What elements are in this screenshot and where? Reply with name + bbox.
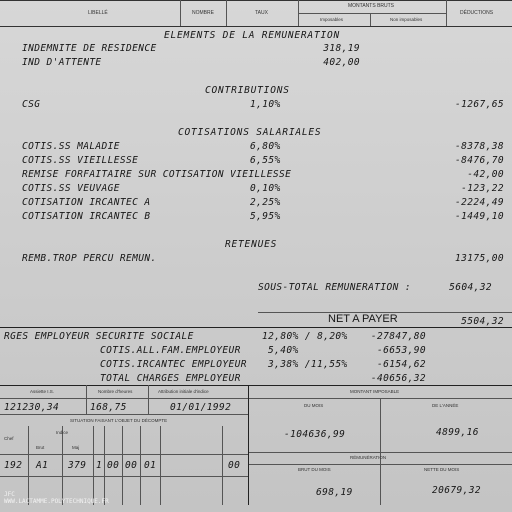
footer-divider [28,426,29,505]
employer-rate: 12,80% / 8,20% [262,331,348,342]
brut-col-label: Brut [36,445,45,450]
header-deductions: DÉDUCTIONS [460,10,494,16]
element-amount: 318,19 [323,43,360,54]
heures-label: Nombre d'heures [98,389,133,394]
header-divider [446,0,447,26]
net-du-mois-label: NETTE DU MOIS [424,467,460,472]
watermark-line2: WWW.LACTAMME.POLYTECHNIQUE.FR [4,498,109,505]
indice-col-label: Indice [56,430,69,435]
employer-total-amount: -40656,32 [370,373,426,384]
element-amount: 402,00 [323,57,360,68]
assiette-label: Assiette I.S. [30,389,55,394]
contribution-label: CSG [22,99,41,110]
indice-date: 01/01/1992 [170,402,232,413]
employer-label: COTIS.IRCANTEC EMPLOYEUR [100,359,247,370]
header-divider [370,13,371,26]
net-label: NET A PAYER [328,313,398,325]
footer-divider [122,426,123,505]
header-top-rule [0,0,512,1]
contribution-rate: 1,10% [250,99,281,110]
employer-total-label: TOTAL CHARGES EMPLOYEUR [100,373,241,384]
retenue-label: REMB.TROP PERCU REMUN. [22,253,157,264]
header-nombre: NOMBRE [192,10,214,16]
situation-value: 1 [96,460,103,471]
section-elements-title: ELEMENTS DE LA REMUNERATION [164,30,341,41]
cotisation-label: COTISATION IRCANTEC B [22,211,151,222]
employer-amount: -6653,90 [377,345,426,356]
footer-rule [0,398,512,399]
header-divider [226,0,227,26]
employer-rate: 5,40% [268,345,299,356]
footer-divider [104,426,105,505]
imposable-annee-value: 4899,16 [436,427,479,438]
cotisation-deduction: -123,22 [461,183,504,194]
footer-divider [380,398,381,505]
situation-value: 00 [107,460,120,471]
situation-label: SITUATION FAISANT L'OBJET DU DÉCOMPTE [70,418,168,423]
situation-box-value: 00 [228,460,241,471]
remuneration-label: RÉMUNÉRATION [350,455,387,460]
cotisation-label: REMISE FORFAITAIRE SUR COTISATION VIEILLESSE [22,169,292,180]
header-libelle: LIBELLÉ [88,10,108,16]
element-label: IND D'ATTENTE [22,57,102,68]
echelon-label: Chef [4,436,14,441]
cotisation-label: COTIS.SS VEUVAGE [22,183,120,194]
brut-du-mois-label: BRUT DU MOIS [298,467,331,472]
retenue-deduction: 13175,00 [455,253,504,264]
footer-divider [140,426,141,505]
situation-value: 192 [4,460,23,471]
cotisation-rate: 5,95% [250,211,281,222]
cotisation-deduction: -2224,49 [455,197,504,208]
header-subrule [298,13,446,14]
situation-value: 00 [125,460,138,471]
maj-col-label: Maj [72,445,80,450]
imposable-mois-value: -104636,99 [284,429,346,440]
assiette-value: 121230,34 [4,402,60,413]
footer-divider [62,426,63,505]
footer-rule [0,414,248,415]
employer-label: RGES EMPLOYEUR SECURITE SOCIALE [4,331,194,342]
cotisation-label: COTIS.SS MALADIE [22,141,120,152]
section-contributions-title: CONTRIBUTIONS [205,85,290,96]
de-l-annee-label: DE L'ANNÉE [432,403,459,408]
watermark-line1: JFC [4,491,15,498]
footer-divider [148,385,149,414]
situation-value: 379 [68,460,87,471]
header-imposables: Imposables [320,17,344,22]
footer-top-rule [0,385,512,386]
employer-top-rule [0,327,512,328]
brut-du-mois-value: 698,19 [316,487,353,498]
heures-value: 168,75 [90,402,127,413]
footer-divider [160,426,161,505]
employer-amount: -6154,62 [377,359,426,370]
contribution-deduction: -1267,65 [455,99,504,110]
cotisation-label: COTISATION IRCANTEC A [22,197,151,208]
cotisation-rate: 0,10% [250,183,281,194]
cotisation-deduction: -8476,70 [455,155,504,166]
employer-label: COTIS.ALL.FAM.EMPLOYEUR [100,345,241,356]
net-du-mois-value: 20679,32 [432,485,481,496]
header-bottom-rule [0,26,512,27]
footer-divider [248,385,249,505]
footer-divider [93,426,94,505]
cotisation-label: COTIS.SS VIEILLESSE [22,155,139,166]
sous-total-label: SOUS-TOTAL REMUNERATION : [258,282,411,293]
section-retenues-title: RETENUES [225,239,278,250]
header-montants-bruts: MONTANTS BRUTS [348,3,395,9]
section-cotisations-title: COTISATIONS SALARIALES [178,127,322,138]
montant-imposable-label: MONTANT IMPOSABLE [350,389,400,394]
employer-rate: 3,38% /11,55% [268,359,348,370]
cotisation-deduction: -1449,10 [455,211,504,222]
footer-divider [222,426,223,505]
du-mois-label: DU MOIS [304,403,324,408]
cotisation-deduction: -8378,38 [455,141,504,152]
cotisation-rate: 6,55% [250,155,281,166]
cotisation-rate: 2,25% [250,197,281,208]
employer-amount: -27847,80 [370,331,426,342]
situation-value: A1 [36,460,49,471]
header-non-imposables: Non imposables [390,17,423,22]
footer-divider [86,385,87,414]
cotisation-deduction: -42,00 [467,169,504,180]
footer-rule [0,454,248,455]
situation-value: 01 [144,460,157,471]
net-amount: 5504,32 [461,316,504,327]
footer-rule [0,476,248,477]
cotisation-rate: 6,80% [250,141,281,152]
sous-total-amount: 5604,32 [449,282,492,293]
header-divider [180,0,181,26]
indice-label: Attribution initiale d'indice [158,389,209,394]
header-taux: TAUX [255,10,268,16]
element-label: INDEMNITE DE RESIDENCE [22,43,157,54]
